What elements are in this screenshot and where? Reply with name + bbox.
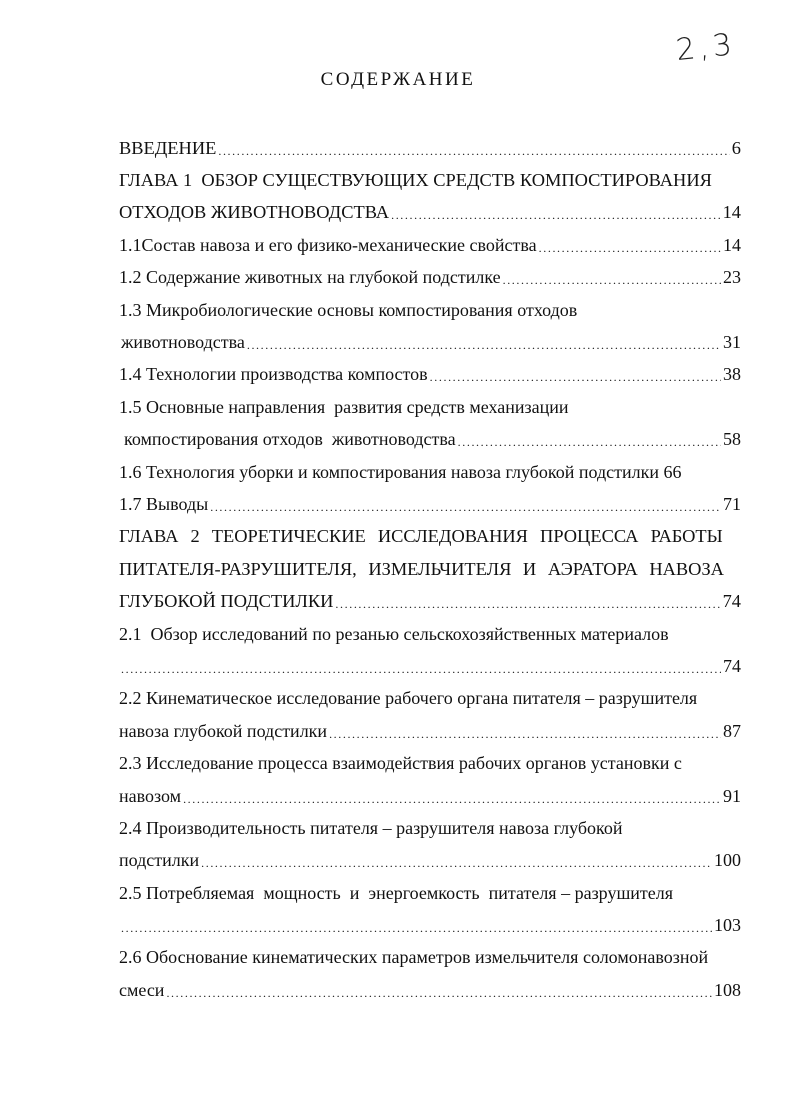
toc-page-number: 100	[714, 850, 741, 871]
toc-page-number: 14	[723, 234, 741, 255]
leader-dots	[210, 500, 721, 515]
toc-page-number: 58	[723, 429, 741, 450]
toc-entry-text: ГЛАВА 1 ОБЗОР СУЩЕСТВУЮЩИХ СРЕДСТВ КОМПОСТИРОВАНИЯ	[119, 170, 712, 191]
toc-page-number: 23	[723, 267, 741, 288]
toc-entry-1-7	[119, 488, 741, 520]
toc-entry-text: навозом	[119, 785, 182, 806]
toc-entry-text: 1.4 Технологии производства компостов	[119, 364, 428, 385]
toc-entry-text: 1.6 Технология уборки и компостирования навоза глубокой подстилки 66	[119, 461, 682, 482]
toc-entry-introduction	[119, 132, 741, 164]
toc-entry-text: навоза глубокой подстилки	[119, 720, 328, 741]
toc-page-number: 71	[723, 493, 741, 514]
toc-entry-text: ВВЕДЕНИЕ	[119, 137, 217, 158]
toc-page-number: 74	[723, 655, 741, 676]
leader-dots	[391, 208, 721, 223]
toc-page-number: 74	[722, 591, 741, 612]
toc-entry-1-2	[119, 262, 741, 294]
toc-entry-1-5	[119, 391, 741, 456]
toc-entry-text: смеси	[119, 979, 165, 1000]
toc-entry-text: животноводства	[121, 332, 245, 353]
leader-dots	[121, 662, 721, 677]
toc-page-number: 87	[723, 720, 741, 741]
leader-dots	[329, 727, 721, 742]
toc-page-number: 14	[722, 202, 741, 223]
page-number: 2,3	[674, 26, 738, 69]
leader-dots	[539, 241, 721, 256]
toc-page-number: 103	[714, 915, 741, 936]
leader-dots	[458, 435, 721, 450]
toc-entry-text: 2.3 Исследование процесса взаимодействия рабочих органов установки с	[119, 753, 682, 774]
table-of-contents	[119, 132, 741, 1007]
toc-entry-text: 1.2 Содержание животных на глубокой подстилке	[119, 267, 501, 288]
toc-entry-text: ОТХОДОВ ЖИВОТНОВОДСТВА	[119, 202, 390, 223]
toc-page-number: 38	[723, 364, 741, 385]
toc-entry-chapter-2	[119, 521, 741, 618]
leader-dots	[218, 144, 729, 159]
leader-dots	[183, 792, 721, 807]
toc-entry-1-1	[119, 229, 741, 261]
toc-entry-2-2	[119, 683, 741, 748]
toc-entry-1-6	[119, 456, 741, 488]
toc-entry-text: ГЛУБОКОЙ ПОДСТИЛКИ	[119, 591, 334, 612]
toc-entry-2-4	[119, 812, 741, 877]
toc-entry-text: 2.2 Кинематическое исследование рабочего органа питателя – разрушителя	[119, 688, 698, 709]
toc-entry-text: 1.5 Основные направления развития средств механизации	[119, 396, 569, 417]
toc-entry-text: ГЛАВА 2 ТЕОРЕТИЧЕСКИЕ ИССЛЕДОВАНИЯ ПРОЦЕССА РАБОТЫ	[119, 526, 723, 547]
toc-entry-text: компостирования отходов животноводства	[124, 429, 456, 450]
toc-entry-2-3	[119, 747, 741, 812]
toc-entry-text: ПИТАТЕЛЯ-РАЗРУШИТЕЛЯ, ИЗМЕЛЬЧИТЕЛЯ И АЭРАТОРА НАВОЗА	[119, 558, 724, 579]
toc-page-number: 91	[723, 785, 741, 806]
toc-entry-text: 1.1Состав навоза и его физико-механические свойства	[119, 234, 537, 255]
toc-entry-text: 1.7 Выводы	[119, 493, 209, 514]
toc-entry-2-1	[119, 618, 741, 683]
leader-dots	[503, 273, 721, 288]
leader-dots	[247, 338, 721, 353]
toc-page-number: 108	[714, 979, 741, 1000]
toc-entry-text: 2.1 Обзор исследований по резанью сельскохозяйственных материалов	[119, 623, 669, 644]
toc-entry-1-3	[119, 294, 741, 359]
toc-entry-text: 1.3 Микробиологические основы компостирования отходов	[119, 299, 578, 320]
toc-entry-text: подстилки	[119, 850, 200, 871]
page-title: СОДЕРЖАНИЕ	[320, 69, 476, 90]
toc-entry-1-4	[119, 359, 741, 391]
toc-entry-chapter-1	[119, 164, 741, 229]
toc-entry-2-6	[119, 942, 741, 1007]
leader-dots	[335, 597, 720, 612]
leader-dots	[430, 370, 721, 385]
toc-page-number: 31	[723, 332, 741, 353]
toc-entry-2-5	[119, 877, 741, 942]
toc-entry-text: 2.4 Производительность питателя – разрушителя навоза глубокой	[119, 817, 623, 838]
leader-dots	[201, 856, 712, 871]
toc-entry-text: 2.6 Обоснование кинематических параметров измельчителя соломонавозной	[119, 947, 709, 968]
toc-page-number: 6	[731, 137, 741, 158]
leader-dots	[121, 921, 712, 936]
toc-entry-text: 2.5 Потребляемая мощность и энергоемкость питателя – разрушителя	[119, 882, 674, 903]
leader-dots	[166, 986, 712, 1001]
